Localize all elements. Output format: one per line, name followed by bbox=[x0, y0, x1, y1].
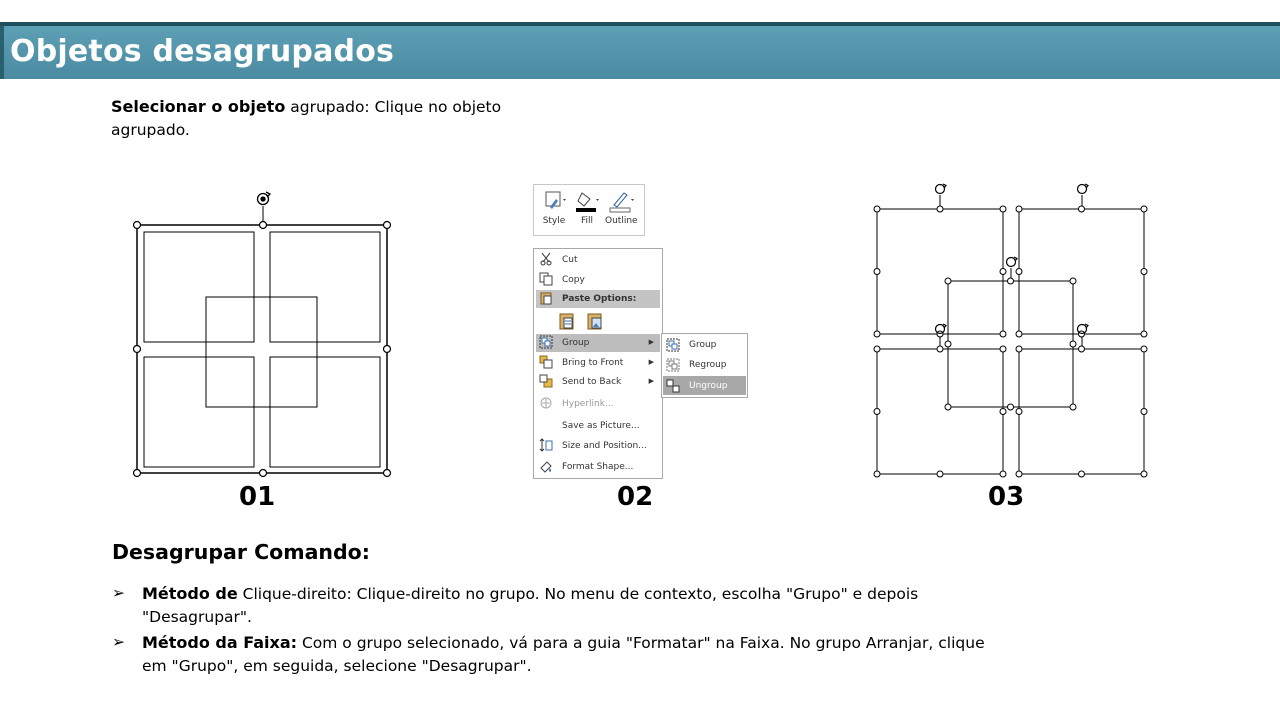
selection-handle bbox=[1141, 409, 1147, 415]
selection-handle bbox=[1000, 346, 1006, 352]
selection-handle bbox=[1141, 269, 1147, 275]
arrow-bullet-icon: ➢ bbox=[112, 633, 125, 651]
bullet-bold: Método da Faixa: bbox=[142, 633, 298, 652]
selection-handle bbox=[1008, 404, 1014, 410]
bullet-text: Clique-direito: Clique-direito no grupo. No menu de contexto, escolha "Grupo" e depois "Desagrupar". bbox=[142, 585, 919, 626]
selection-handle bbox=[1000, 269, 1006, 275]
arrow-bullet-icon: ➢ bbox=[112, 584, 125, 602]
selection-handle bbox=[945, 278, 951, 284]
selection-handle bbox=[1008, 278, 1014, 284]
bullet-item bbox=[112, 582, 1012, 629]
selection-handle bbox=[1000, 331, 1006, 337]
intro-bold: Selecionar o objeto bbox=[111, 97, 286, 116]
selection-handle bbox=[1141, 471, 1147, 477]
ungrouped-selection-handles bbox=[874, 206, 1147, 477]
selection-handle bbox=[1070, 341, 1076, 347]
selection-handle bbox=[1079, 346, 1085, 352]
ungrouped-square-center bbox=[948, 281, 1073, 407]
figure-label-03: 03 bbox=[988, 482, 1025, 512]
selection-handle bbox=[1016, 331, 1022, 337]
selection-handle bbox=[1016, 471, 1022, 477]
selection-handle bbox=[874, 206, 880, 212]
selection-handle bbox=[1141, 331, 1147, 337]
menu-header-paste-options: Paste Options: bbox=[536, 290, 660, 308]
ungrouped-square-top-right bbox=[1019, 209, 1144, 334]
selection-handle bbox=[874, 269, 880, 275]
selection-handle bbox=[937, 346, 943, 352]
selection-handle bbox=[945, 341, 951, 347]
rotate-handle-icons bbox=[936, 184, 1089, 334]
submenu-item-group[interactable]: Group bbox=[663, 335, 746, 354]
fill-label: Fill bbox=[580, 216, 594, 226]
selection-handle bbox=[874, 409, 880, 415]
intro-body: agrupado: Clique no objeto agrupado. bbox=[111, 98, 502, 139]
slide-title: Objetos desagrupados bbox=[10, 34, 395, 69]
menu-item-save-as-picture[interactable]: Save as Picture... bbox=[562, 421, 640, 431]
menu-item-cut[interactable]: Cut bbox=[536, 251, 660, 269]
menu-item-copy[interactable]: Copy bbox=[536, 271, 660, 289]
selection-handle bbox=[874, 346, 880, 352]
bullet-text: Com o grupo selecionado, vá para a guia "Formatar" na Faixa. No grupo Arranjar, clique em "Grupo", em seguida, selecione "Desagrupar". bbox=[142, 634, 985, 675]
selection-handle bbox=[937, 206, 943, 212]
selection-handle bbox=[1016, 346, 1022, 352]
selection-handle bbox=[1079, 206, 1085, 212]
selection-handle bbox=[1000, 206, 1006, 212]
submenu-arrow-icon: ▶ bbox=[648, 377, 654, 385]
selection-handle bbox=[1016, 409, 1022, 415]
selection-handle bbox=[1141, 206, 1147, 212]
bullet-bold: Método de bbox=[142, 584, 238, 603]
selection-handle bbox=[1070, 278, 1076, 284]
submenu-item-regroup[interactable]: Regroup bbox=[663, 355, 746, 374]
submenu-item-ungroup[interactable]: Ungroup bbox=[663, 376, 746, 395]
figure-label-01: 01 bbox=[239, 482, 276, 512]
bullet-item bbox=[112, 631, 1012, 678]
figure-label-02: 02 bbox=[617, 482, 654, 512]
ungrouped-square-top-left bbox=[877, 209, 1003, 334]
selection-handle bbox=[937, 471, 943, 477]
ungrouped-square-bottom-left bbox=[877, 349, 1003, 474]
section-heading: Desagrupar Comando: bbox=[112, 540, 370, 564]
submenu-arrow-icon: ▶ bbox=[648, 338, 654, 346]
menu-item-bring-to-front[interactable]: Bring to Front ▶ bbox=[536, 354, 660, 372]
selection-handle bbox=[1070, 404, 1076, 410]
selection-handle bbox=[1016, 206, 1022, 212]
selection-handle bbox=[1000, 471, 1006, 477]
menu-item-send-to-back[interactable]: Send to Back ▶ bbox=[536, 373, 660, 391]
selection-handle bbox=[1016, 269, 1022, 275]
ungrouped-square-bottom-right bbox=[1019, 349, 1144, 474]
menu-item-hyperlink: Hyperlink... bbox=[536, 395, 660, 413]
submenu-arrow-icon: ▶ bbox=[648, 358, 654, 366]
selection-handle bbox=[1000, 409, 1006, 415]
selection-handle bbox=[945, 404, 951, 410]
outline-label: Outline bbox=[605, 216, 638, 226]
menu-item-size-and-position[interactable]: Size and Position... bbox=[536, 437, 660, 455]
selection-handle bbox=[1079, 471, 1085, 477]
selection-handle bbox=[874, 331, 880, 337]
style-label: Style bbox=[542, 216, 566, 226]
menu-item-group[interactable]: Group ▶ bbox=[536, 334, 660, 352]
selection-handle bbox=[874, 471, 880, 477]
menu-item-format-shape[interactable]: Format Shape... bbox=[536, 458, 660, 476]
selection-handle bbox=[1141, 346, 1147, 352]
bullet-list bbox=[112, 582, 1012, 680]
